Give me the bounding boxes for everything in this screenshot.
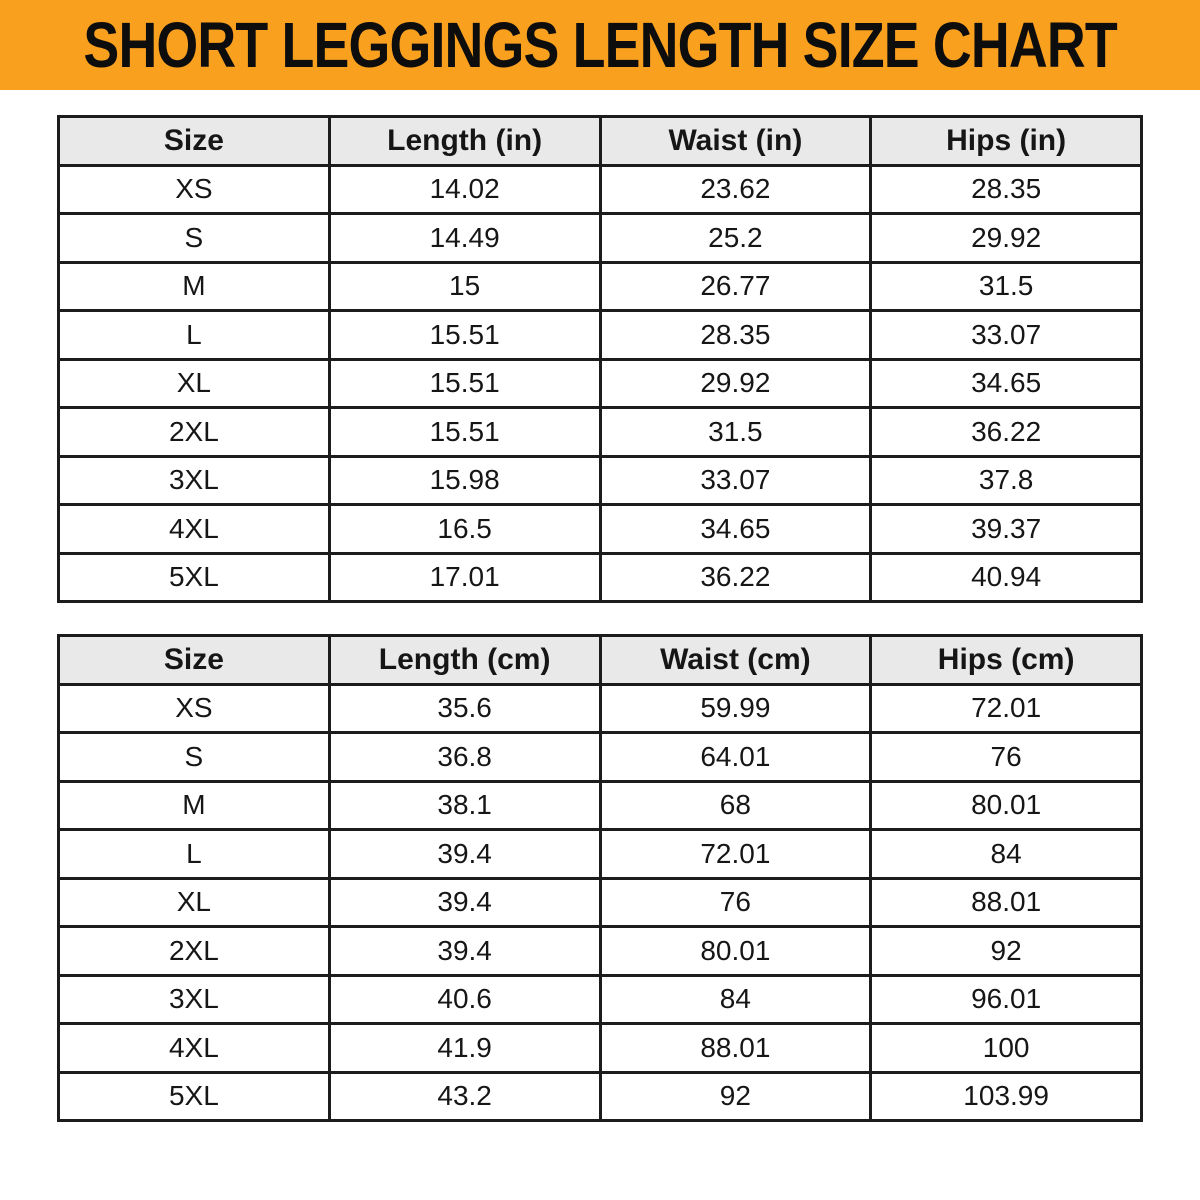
measurement-cell: 36.22	[600, 553, 871, 602]
measurement-cell: 39.4	[329, 830, 600, 879]
measurement-cell: 36.22	[871, 408, 1142, 457]
table-row	[59, 262, 1142, 311]
size-label-cell: 4XL	[59, 1024, 330, 1073]
measurement-cell: 92	[871, 927, 1142, 976]
table-row	[59, 927, 1142, 976]
measurement-cell: 31.5	[871, 262, 1142, 311]
measurement-cell: 72.01	[600, 830, 871, 879]
size-label-cell: M	[59, 262, 330, 311]
measurement-cell: 15.98	[329, 456, 600, 505]
column-header: Size	[59, 636, 330, 685]
size-chart-content	[0, 90, 1200, 1122]
measurement-cell: 15.51	[329, 311, 600, 360]
measurement-cell: 29.92	[871, 214, 1142, 263]
size-label-cell: 2XL	[59, 927, 330, 976]
size-label-cell: 3XL	[59, 975, 330, 1024]
page-title: SHORT LEGGINGS LENGTH SIZE CHART	[83, 9, 1117, 81]
title-banner	[0, 0, 1200, 90]
measurement-cell: 76	[600, 878, 871, 927]
measurement-cell: 59.99	[600, 684, 871, 733]
size-label-cell: 4XL	[59, 505, 330, 554]
header-row	[59, 117, 1142, 166]
measurement-cell: 36.8	[329, 733, 600, 782]
measurement-cell: 103.99	[871, 1072, 1142, 1121]
measurement-cell: 80.01	[600, 927, 871, 976]
measurement-cell: 33.07	[871, 311, 1142, 360]
size-label-cell: 5XL	[59, 1072, 330, 1121]
measurement-cell: 40.94	[871, 553, 1142, 602]
measurement-cell: 39.4	[329, 878, 600, 927]
measurement-cell: 68	[600, 781, 871, 830]
table-row	[59, 830, 1142, 879]
size-label-cell: 5XL	[59, 553, 330, 602]
measurement-cell: 41.9	[329, 1024, 600, 1073]
table-row	[59, 456, 1142, 505]
measurement-cell: 100	[871, 1024, 1142, 1073]
measurement-cell: 14.02	[329, 165, 600, 214]
measurement-cell: 92	[600, 1072, 871, 1121]
measurement-cell: 88.01	[871, 878, 1142, 927]
column-header: Waist (in)	[600, 117, 871, 166]
measurement-cell: 25.2	[600, 214, 871, 263]
column-header: Hips (in)	[871, 117, 1142, 166]
table-row	[59, 975, 1142, 1024]
table-row	[59, 311, 1142, 360]
measurement-cell: 14.49	[329, 214, 600, 263]
measurement-cell: 39.4	[329, 927, 600, 976]
size-label-cell: M	[59, 781, 330, 830]
measurement-cell: 72.01	[871, 684, 1142, 733]
size-table-inches	[57, 115, 1143, 603]
measurement-cell: 80.01	[871, 781, 1142, 830]
header-row	[59, 636, 1142, 685]
table-row	[59, 684, 1142, 733]
column-header: Length (cm)	[329, 636, 600, 685]
measurement-cell: 88.01	[600, 1024, 871, 1073]
measurement-cell: 29.92	[600, 359, 871, 408]
measurement-cell: 76	[871, 733, 1142, 782]
measurement-cell: 16.5	[329, 505, 600, 554]
size-table-centimeters	[57, 634, 1143, 1122]
table-row	[59, 408, 1142, 457]
size-label-cell: S	[59, 214, 330, 263]
measurement-cell: 17.01	[329, 553, 600, 602]
table-row	[59, 878, 1142, 927]
measurement-cell: 64.01	[600, 733, 871, 782]
column-header: Hips (cm)	[871, 636, 1142, 685]
measurement-cell: 34.65	[600, 505, 871, 554]
measurement-cell: 34.65	[871, 359, 1142, 408]
size-label-cell: L	[59, 311, 330, 360]
table-row	[59, 505, 1142, 554]
table-row	[59, 733, 1142, 782]
column-header: Length (in)	[329, 117, 600, 166]
size-label-cell: 2XL	[59, 408, 330, 457]
table-row	[59, 1072, 1142, 1121]
table-body-inches	[59, 165, 1142, 602]
column-header: Waist (cm)	[600, 636, 871, 685]
table-row	[59, 781, 1142, 830]
column-header: Size	[59, 117, 330, 166]
measurement-cell: 37.8	[871, 456, 1142, 505]
table-row	[59, 359, 1142, 408]
table-row	[59, 553, 1142, 602]
measurement-cell: 28.35	[871, 165, 1142, 214]
measurement-cell: 96.01	[871, 975, 1142, 1024]
table-row	[59, 165, 1142, 214]
size-label-cell: XS	[59, 165, 330, 214]
measurement-cell: 33.07	[600, 456, 871, 505]
measurement-cell: 15	[329, 262, 600, 311]
measurement-cell: 26.77	[600, 262, 871, 311]
size-label-cell: XS	[59, 684, 330, 733]
measurement-cell: 84	[871, 830, 1142, 879]
measurement-cell: 84	[600, 975, 871, 1024]
measurement-cell: 15.51	[329, 408, 600, 457]
table-body-centimeters	[59, 684, 1142, 1121]
table-header-centimeters	[59, 636, 1142, 685]
measurement-cell: 39.37	[871, 505, 1142, 554]
size-label-cell: XL	[59, 878, 330, 927]
table-header-inches	[59, 117, 1142, 166]
measurement-cell: 40.6	[329, 975, 600, 1024]
size-label-cell: S	[59, 733, 330, 782]
size-label-cell: L	[59, 830, 330, 879]
table-row	[59, 1024, 1142, 1073]
measurement-cell: 43.2	[329, 1072, 600, 1121]
size-label-cell: 3XL	[59, 456, 330, 505]
measurement-cell: 15.51	[329, 359, 600, 408]
measurement-cell: 35.6	[329, 684, 600, 733]
measurement-cell: 38.1	[329, 781, 600, 830]
measurement-cell: 28.35	[600, 311, 871, 360]
size-label-cell: XL	[59, 359, 330, 408]
table-row	[59, 214, 1142, 263]
measurement-cell: 23.62	[600, 165, 871, 214]
measurement-cell: 31.5	[600, 408, 871, 457]
